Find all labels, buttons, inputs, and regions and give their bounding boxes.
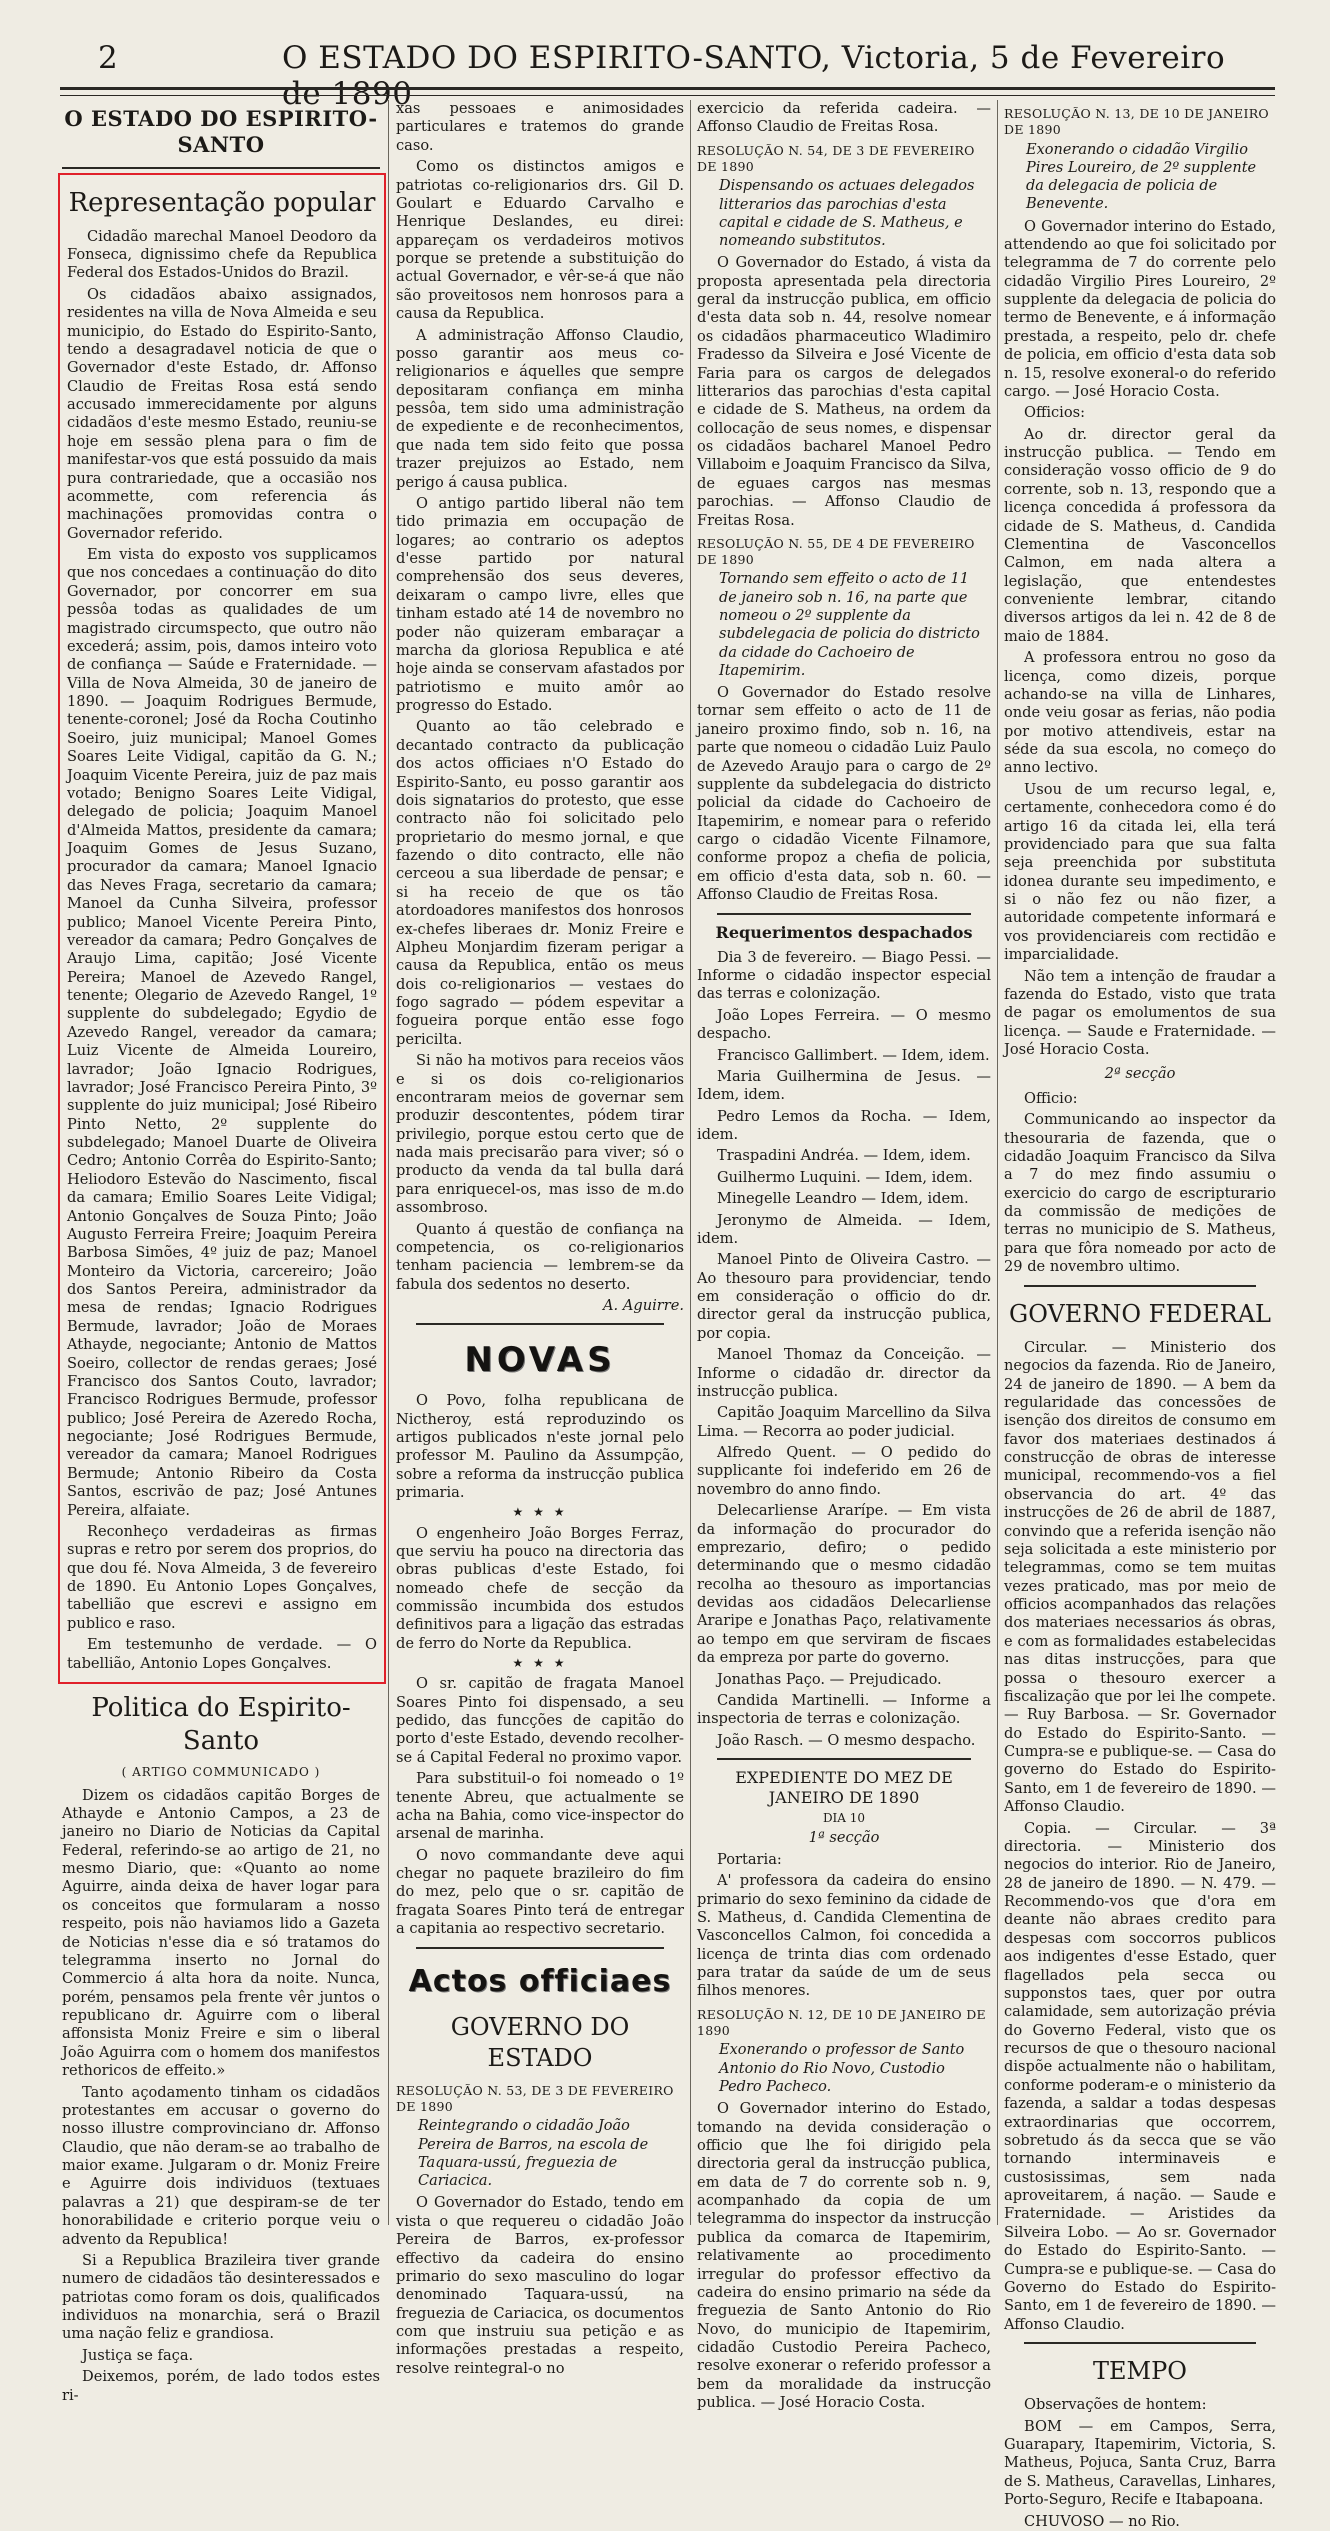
- paragraph: CHUVOSO — no Rio.: [1024, 2512, 1180, 2530]
- paragraph: Justiça se faça.: [82, 2346, 194, 2364]
- paragraph: O Governador do Estado resolve tornar sem effeito o acto de 11 de janeiro proximo findo, sob n. 16, na parte que nomeou o cidadão Luiz Paulo de Azevedo Araujo para o cargo de 2º supplente da subdelegacia do districto policial da cidade do Cachoeiro de Itapemirim, e nomear para o referido cargo o cidadão Vicente Filnamore, conforme propoz a chefia de policia, em officio d'esta data, sob n. 60. — Affonso Claudio de Freitas Rosa.: [697, 684, 991, 904]
- paragraph: Não tem a intenção de fraudar a fazenda do Estado, visto que trata de pagar os emolumentos de sua licença. — Saude e Fraternidade. — José Horacio Costa.: [1004, 967, 1276, 1059]
- day-heading: DIA 10: [822, 1811, 866, 1826]
- paragraph: Guilhermo Luquini. — Idem, idem.: [717, 1168, 973, 1186]
- paragraph: Deixemos, porém, de lado todos estes ri-: [62, 2368, 380, 2404]
- paragraph: Ao dr. director geral da instrucção publica. — Tendo em consideração vosso officio de 9 do corrente, sob n. 13, respondo que a licença concedida á professora da cidade de S. Matheus, d. Candida Clementina de Vasconcellos Calmon, em nada altera a legislação, que entendestes conveniente lembrar, citando diversos artigos da lei n. 42 de 8 de maio de 1884.: [1004, 425, 1276, 645]
- paragraph: Em vista do exposto vos supplicamos que nos concedaes a continuação do dito Governador, por concorrer em sua pessôa todas as qualidades de um magistrado circumspecto, que outro não excederá; assim, pois, damos inteiro voto de confiança — Saúde e Fraternidade. — Villa de Nova Almeida, 30 de janeiro de 1890. — Joaquim Rodrigues Bermude, tenente-coronel; José da Rocha Coutinho Soeiro, juiz municipal; Manoel Gomes Soares Leite Vidigal, capitão da G. N.; Joaquim Vicente Pereira, juiz de paz mais votado; Benigno Soares Leite Vidigal, delegado de policia; Joaquim Manoel d'Almeida Mattos, presidente da camara; Joaquim Gomes de Jesus Suzano, procurador da camara; Manoel Ignacio das Neves Fraga, secretario da camara; Manoel da Cunha Silveira, professor publico; Manoel Vicente Pereira Pinto, vereador da camara; Pedro Gonçalves de Araujo Lima, capitão; José Vicente Pereira; Manoel de Azevedo Rangel, tenente; Olegario de Azevedo Rangel, 1º supplente do subdelegado; Egydio de Azevedo Rangel, vereador da camara; Luiz Vicente de Almeida Loureiro, lavrador; João Ignacio Rodrigues, lavrador; José Francisco Pereira Pinto, 3º supplente do juiz municipal; José Ribeiro Pinto Netto, 2º supplente do subdelegado; Manoel Duarte de Oliveira Cedro; Antonio Corrêa do Espirito-Santo; Heliodoro Estevão do Nascimento, fiscal da camara; Emilio Soares Leite Vidigal; Antonio Gonçalves de Souza Pinto; João Augusto Ferreira Freire; Joaquim Pereira Barbosa Simões, 4º juiz de paz; Manoel Monteiro da Victoria, carcereiro; João dos Santos Pereira, administrador da mesa de rendas; Ignacio Rodrigues Bermude, lavrador; João de Moraes Athayde, negociante; Antonio de Mattos Soeiro, collector de rendas geraes; José Francisco dos Santos Couto, lavrador; Francisco Rodrigues Bermude, professor publico; José Pereira de Azeredo Rocha, negociante; José Rodrigues Bermude, vereador da camara; Manoel Rodrigues Bermude; Antonio Ribeiro da Costa Santos, escrivão de paz; José Antunes Pereira, alfaiate.: [67, 546, 377, 1519]
- paragraph: Reconheço verdadeiras as firmas supras e retro por serem dos proprios, do que dou fé. Nova Almeida, 3 de fevereiro de 1890. Eu Antonio Lopes Gonçalves, tabellião que escrevi e assigno em publico e raso.: [67, 1522, 377, 1632]
- divider: [1024, 1285, 1256, 1287]
- paragraph: O novo commandante deve aqui chegar no paquete brazileiro do fim do mez, pelo que o sr. capitão de fragata Soares Pinto terá de entregar a capitania ao respectivo secretario.: [396, 1846, 684, 1938]
- header-rule: [60, 87, 1275, 90]
- paragraph: Manoel Pinto de Oliveira Castro. — Ao thesouro para providenciar, tendo em consideração o officio do dr. director geral da instrucção publica, por copia.: [697, 1251, 991, 1342]
- paragraph: Usou de um recurso legal, e, certamente, conhecedora como é do artigo 16 da citada lei, ella terá providenciado para que sua falta seja preenchida por substituta idonea durante seu impedimento, e si o não fez ou não fizer, a autoridade competente informará e vos providenciareis com rectidão e imparcialidade.: [1004, 780, 1276, 964]
- paragraph: Alfredo Quent. — O pedido do supplicante foi indeferido em 26 de novembro do anno findo.: [697, 1444, 991, 1498]
- divider: [416, 1323, 664, 1325]
- paragraph: Observações de hontem:: [1024, 2396, 1207, 2414]
- resolution-heading: RESOLUÇÃO N. 53, DE 3 DE FEVEREIRO DE 1890: [396, 2082, 674, 2114]
- paragraph: xas pessoaes e animosidades particulares e tratemos do grande caso.: [396, 100, 684, 154]
- divider: [1024, 2342, 1256, 2344]
- paragraph: Circular. — Ministerio dos negocios da fazenda. Rio de Janeiro, 24 de janeiro de 1890. — A bem da regularidade das concessões de isenção dos direitos de consumo em favor dos materiaes destinados á construcção de obras de interesse municipal, recommendo-vos a fiel observancia do art. 4º das instrucções de 26 de abril de 1887, convindo que a referida isenção não seja solicitada a este ministerio por telegrammas, como se tem muitas vezes praticado, mas por meio de officios acompanhados das relações dos materiaes necessarios ás obras, e com as formalidades estabelecidas nas ditas instrucções, para que possa o thesouro exercer a fiscalização que por lei lhe compete. — Ruy Barbosa. — Sr. Governador do Estado do Espirito-Santo. — Cumpra-se e publique-se. — Casa do governo do Estado do Espirito-Santo, em 1 de fevereiro de 1890. — Affonso Claudio.: [1004, 1338, 1276, 1816]
- paragraph: Tanto açodamento tinham os cidadãos protestantes em accusar o governo do nosso illustre comprovinciano dr. Affonso Claudio, que não deram-se ao trabalho de maior exame. Julgaram o dr. Moniz Freire e Aguirre dois individuos (textuaes palavras a 21) que despiram-se de ter honorabilidade e criterio porque veiu o advento da Republica!: [62, 2083, 380, 2248]
- article-title: Politica do Espirito-Santo: [91, 1692, 351, 1756]
- paragraph: Jonathas Paço. — Prejudicado.: [717, 1670, 942, 1688]
- column-1: [62, 100, 380, 2404]
- paragraph: O Governador do Estado, á vista da proposta apresentada pela directoria geral da instrucção publica, em officio d'esta data sob n. 44, resolve nomear os cidadãos pharmaceutico Wladimiro Fradesso da Silveira e José Vicente de Faria para os cargos de delegados litterarios das parochias d'esta capital e cidade de S. Matheus, na ordem da collocação de seus nomes, e dispensar os cidadãos bacharel Manoel Pedro Villaboim e Joaquim Francisco da Silva, de eguaes cargos nas mesmas parochias. — Affonso Claudio de Freitas Rosa.: [697, 254, 991, 529]
- header-rule-thin: [60, 95, 1275, 96]
- paragraph: João Rasch. — O mesmo despacho.: [717, 1731, 976, 1749]
- paragraph: Delecarliense Ararípe. — Em vista da informação do procurador do emprezario, defiro; o pedido determinando que o mesmo cidadão recolha ao thesouro as importancias devidas aos cidadãos Delecarliense Araripe e Jonathas Paço, relativamente ao tempo em que serviram de fiscaes da empreza por parte do governo.: [697, 1502, 991, 1667]
- page-number: 2: [98, 40, 119, 76]
- paragraph: Dia 3 de fevereiro. — Biago Pessi. — Informe o cidadão inspector especial das terras e colonização.: [697, 948, 991, 1003]
- divider: [717, 1758, 971, 1760]
- paragraph: O antigo partido liberal não tem tido primazia em occupação de logares; ao contrario os adeptos d'esse partido por natural comprehensão dos seus deveres, deixaram o campo livre, elles que tinham estado até 14 de novembro no poder não quizeram embaraçar a marcha da gloriosa Republica e até hoje ainda se conservam afastados por patriotismo e muito amôr ao progresso do Estado.: [396, 494, 684, 714]
- paragraph: O sr. capitão de fragata Manoel Soares Pinto foi dispensado, a seu pedido, das funcções de capitão do porto d'este Estado, devendo recolher-se á Capital Federal no proximo vapor.: [396, 1675, 684, 1766]
- stars-separator: ★ ★ ★: [512, 1656, 568, 1671]
- paragraph: Traspadini Andréa. — Idem, idem.: [717, 1147, 971, 1165]
- column-divider: [690, 100, 691, 2225]
- section-title-expediente: EXPEDIENTE DO MEZ DE JANEIRO DE 1890: [735, 1768, 953, 1808]
- officio-label: Officio:: [1024, 1089, 1078, 1107]
- paragraph: O Governador do Estado, tendo em vista o que requereu o cidadão João Pereira de Barros, ex-professor effectivo da cadeira do ensino primario do sexo masculino do logar denominado Taquara-ussú, na freguezia de Cariacica, os documentos com que instruiu sua petição e as informações prestadas a respeito, resolve reintegral-o no: [396, 2194, 684, 2377]
- resolution-summary: Reintegrando o cidadão João Pereira de Barros, na escola de Taquara-ussú, freguezia de Cariacica.: [418, 2118, 649, 2190]
- section-heading: 1ª secção: [808, 1829, 880, 1847]
- paragraph: Em testemunho de verdade. — O tabellião, Antonio Lopes Gonçalves.: [67, 1636, 377, 1672]
- paragraph: Para substituil-o foi nomeado o 1º tenente Abreu, que actualmente se acha na Bahia, como vice-inspector do arsenal de marinha.: [396, 1770, 684, 1843]
- paragraph: Maria Guilhermina de Jesus. — Idem, idem.: [697, 1067, 991, 1104]
- newspaper-title-line: O ESTADO DO ESPIRITO-SANTO, Victoria, 5 de Fevereiro de 1890: [282, 40, 1226, 112]
- paragraph: Si a Republica Brazileira tiver grande numero de cidadãos tão desinteressados e patriotas como foram os dois, qualificados individuos na monarchia, será o Brazil uma nação feliz e grandiosa.: [62, 2251, 380, 2343]
- resolution-summary: Exonerando o cidadão Virgilio Pires Loureiro, de 2º supplente da delegacia de policia de Benevente.: [1026, 141, 1257, 213]
- paragraph: Cidadão marechal Manoel Deodoro da Fonseca, dignissimo chefe da Republica Federal dos Estados-Unidos do Brazil.: [67, 227, 377, 282]
- paragraph: Dizem os cidadãos capitão Borges de Athayde e Antonio Campos, a 23 de janeiro no Diario de Noticias da Capital Federal, referindo-se ao artigo de 21, no mesmo Diario, que: «Quanto ao nome Aguirre, ainda deixa de haver logar para os conceitos que formularam a nosso respeito, pois não haviamos lido a Gazeta de Noticias n'esse dia e só tratamos do telegramma inserto no Jornal do Commercio á alta hora da noite. Nunca, porém, pensamos pela frente vêr juntos o republicano dr. Aguirre com o liberal affonsista Moniz Freire e sim o liberal João Aguirra com o homem dos manifestos rethoricos de effeito.»: [62, 1786, 380, 2080]
- paragraph: A administração Affonso Claudio, posso garantir aos meus co-religionarios e áquelles que sempre depositaram confiança em minha pessôa, tem sido uma administração de expediente e de reconhecimentos, que nada tem sido feito que possa trazer prejuizos ao Estado, nem perigo á causa publica.: [396, 326, 684, 491]
- divider: [416, 1947, 664, 1949]
- section-subtitle: GOVERNO DO ESTADO: [450, 2013, 630, 2072]
- paragraph: Quanto ao tão celebrado e decantado contracto da publicação dos actos officiaes n'O Estado do Espirito-Santo, eu posso garantir aos dois signatarios do protesto, que esse contracto não foi solicitado pelo proprietario do mesmo jornal, e que fazendo o dito contracto, elle não cerceou a sua liberdade de pensar; e si ha receio de que os tão atordoadores manifestos dos honrosos ex-chefes liberaes dr. Moniz Freire e Alpheu Monjardim fizeram perigar a causa da Republica, então os meus dois co-religionarios — vestaes do fogo sagrado — pódem espevitar a fogueira porque então esse fogo pericilta.: [396, 718, 684, 1048]
- column-3: [697, 100, 991, 2412]
- resolution-heading: RESOLUÇÃO N. 13, DE 10 DE JANEIRO DE 1890: [1004, 106, 1269, 137]
- paragraph: Pedro Lemos da Rocha. — Idem, idem.: [697, 1107, 991, 1144]
- paragraph: BOM — em Campos, Serra, Guarapary, Itapemirim, Victoria, S. Matheus, Pojuca, Santa Cruz, Barra de S. Matheus, Caravellas, Linhares, Porto-Seguro, Recife e Itabapoana.: [1004, 2417, 1276, 2509]
- paragraph: Jeronymo de Almeida. — Idem, idem.: [697, 1211, 991, 1247]
- column-divider: [388, 100, 389, 2225]
- resolution-summary: Tornando sem effeito o acto de 11 de janeiro sob n. 16, na parte que nomeou o 2º supplente da subdelegacia de policia do districto da cidade do Cachoeiro de Itapemirim.: [719, 571, 980, 679]
- section-title-governo-federal: GOVERNO FEDERAL: [1009, 1299, 1271, 1328]
- highlighted-article: [58, 173, 386, 1684]
- portaria-label: Portaria:: [717, 1850, 782, 1868]
- resolution-summary: Exonerando o professor de Santo Antonio do Rio Novo, Custodio Pedro Pacheco.: [719, 2042, 965, 2095]
- section-heading: 2ª secção: [1104, 1065, 1176, 1083]
- paragraph: exercicio da referida cadeira. — Affonso Claudio de Freitas Rosa.: [697, 100, 991, 136]
- paragraph: Os cidadãos abaixo assignados, residentes na villa de Nova Almeida e seu municipio, do Estado do Espirito-Santo, tendo a desagradavel noticia de que o Governador d'este Estado, dr. Affonso Claudio de Freitas Rosa está sendo accusado immerecidamente por alguns cidadãos d'este mesmo Estado, reuniu-se hoje em sessão plena para o fim de manifestar-vos que está possuido da mais pura contrariedade, que a occasião nos acommette, com referencia ás machinações promovidas contra o Governador referido.: [67, 285, 377, 542]
- section-title-tempo: TEMPO: [1093, 2357, 1187, 2386]
- paragraph: O Governador interino do Estado, tomando na devida consideração o officio que lhe foi dirigido pela directoria geral da instrucção publica, em data de 7 do corrente sob n. 9, acompanhado da copia de um telegramma do inspector da instrucção publica da comarca de Itapemirim, relativamente ao procedimento irregular do professor effectivo da cadeira do ensino primario na séde da freguezia de Santo Antonio do Rio Novo, do municipio de Itapemirim, cidadão Custodio Pereira Pacheco, resolve exonerar o referido professor a bem da moralidade da instrucção publica. — José Horacio Costa.: [697, 2100, 991, 2412]
- section-title-requerimentos: Requerimentos despachados: [715, 922, 973, 942]
- section-title-actos: Actos officiaes: [408, 1963, 672, 1999]
- masthead: O ESTADO DO ESPIRITO-SANTO: [62, 100, 380, 169]
- stars-separator: ★ ★ ★: [512, 1505, 568, 1520]
- paragraph: A' professora da cadeira do ensino primario do sexo feminino da cidade de S. Matheus, d. Candida Clementina de Vasconcellos Calmon, foi concedida a licença de trinta dias com ordenado para tratar da saúde de um de seus filhos menores.: [697, 1872, 991, 2000]
- page-header: [60, 30, 1270, 112]
- resolution-heading: RESOLUÇÃO N. 55, DE 4 DE FEVEREIRO DE 1890: [697, 535, 975, 567]
- resolution-heading: RESOLUÇÃO N. 54, DE 3 DE FEVEREIRO DE 1890: [697, 142, 975, 174]
- article-title: Representação popular: [68, 187, 376, 218]
- paragraph: O engenheiro João Borges Ferraz, que serviu ha pouco na directoria das obras publicas d'este Estado, foi nomeado chefe de secção da commissão incumbida dos estudos definitivos para a ligação das estradas de ferro do Norte da Republica.: [396, 1524, 684, 1652]
- column-2: [396, 100, 684, 2377]
- signature: A. Aguirre.: [603, 1297, 684, 1314]
- resolution-heading: RESOLUÇÃO N. 12, DE 10 DE JANEIRO DE 1890: [697, 2006, 986, 2038]
- resolution-summary: Dispensando os actuaes delegados litterarios das parochias d'esta capital e cidade de S. Matheus, e nomeando substitutos.: [719, 178, 975, 250]
- paragraph: Quanto á questão de confiança na competencia, os co-religionarios tenham paciencia — lembrem-se da fabula dos sedentos no deserto.: [396, 1220, 684, 1293]
- column-divider: [997, 100, 998, 2225]
- paragraph: Capitão Joaquim Marcellino da Silva Lima. — Recorra ao poder judicial.: [697, 1404, 991, 1440]
- divider: [717, 913, 971, 915]
- paragraph: Minegelle Leandro — Idem, idem.: [717, 1190, 969, 1208]
- paragraph: Como os distinctos amigos e patriotas co-religionarios drs. Gil D. Goulart e Eduardo Carvalho e Henrique Deslandes, eu direi: appareçam os verdadeiros motivos porque se pretende a substituição do actual Governador, e vêr-se-á que não são proveitosos nem honrosos para a causa da Republica.: [396, 158, 684, 323]
- column-4: [1004, 100, 1276, 2530]
- paragraph: O Governador interino do Estado, attendendo ao que foi solicitado por telegramma de 7 do corrente pelo cidadão Virgilio Pires Loureiro, 2º supplente da delegacia de policia do termo de Benevente, e á informação prestada, a respeito, pelo dr. chefe de policia, em officio d'esta data sob n. 15, resolve exoneral-o do referido cargo. — José Horacio Costa.: [1004, 217, 1276, 400]
- paragraph: Copia. — Circular. — 3ª directoria. — Ministerio dos negocios do interior. Rio de Janeiro, 28 de janeiro de 1890. — N. 479. — Recommendo-vos que d'ora em deante não abraes credito para despesas com soccorros publicos aos indigentes d'esse Estado, quer flagellados pela secca ou supponstos taes, quer por outra calamidade, sem autorização prévia do Governo Federal, visto que os recursos de que o thesouro nacional dispõe actualmente não o habilitam, conforme poderam-e o ministerio da fazenda, a saldar a todas despesas extraordinarias que occorrem, sobretudo ás da secca que se vão tornando interminaveis e custosissimas, sem nada aproveitarem, á nação. — Saude e Fraternidade. — Aristides da Silveira Lobo. — Ao sr. Governador do Estado do Espirito-Santo. — Cumpra-se e publique-se. — Casa do Governo do Estado do Espirito-Santo, em 1 de fevereiro de 1890. — Affonso Claudio.: [1004, 1819, 1276, 2333]
- paragraph: Candida Martinelli. — Informe a inspectoria de terras e colonização.: [697, 1691, 991, 1728]
- paragraph: João Lopes Ferreira. — O mesmo despacho.: [697, 1006, 991, 1043]
- paragraph: Si não ha motivos para receios vãos e si os dois co-religionarios encontraram meios de governar sem produzir descontentes, pódem tirar privilegio, porque estou certo que de nada mais precisarão para viver; só o producto da venda da tal bulla dará para enriquecel-os, mas isso de m.do assombroso.: [396, 1052, 684, 1217]
- paragraph: A professora entrou no goso da licença, como dizeis, porque achando-se na villa de Linhares, onde veiu gosar as ferias, não podia por motivo attendiveis, estar na séde da sua escola, no começo do anno lectivo.: [1004, 649, 1276, 777]
- paragraph: Manoel Thomaz da Conceição. — Informe o cidadão dr. director da instrucção publica.: [697, 1346, 991, 1400]
- article-subtitle: ( ARTIGO COMMUNICADO ): [121, 1765, 321, 1780]
- paragraph: Communicando ao inspector da thesouraria de fazenda, que o cidadão Joaquim Francisco da Silva a 7 do mez findo assumiu o exercicio do cargo de escripturario da commissão de medições de terras no municipio de S. Matheus, para que fôra nomeado por acto de 29 de novembro ultimo.: [1004, 1111, 1276, 1276]
- officios-label: Officios:: [1024, 404, 1086, 422]
- paragraph: Francisco Gallimbert. — Idem, idem.: [717, 1046, 990, 1064]
- paragraph: O Povo, folha republicana de Nictheroy, está reproduzindo os artigos publicados n'este jornal pelo professor M. Paulino da Assumpção, sobre a reforma da instrucção publica primaria.: [396, 1392, 684, 1502]
- section-title-novas: NOVAS: [464, 1340, 616, 1381]
